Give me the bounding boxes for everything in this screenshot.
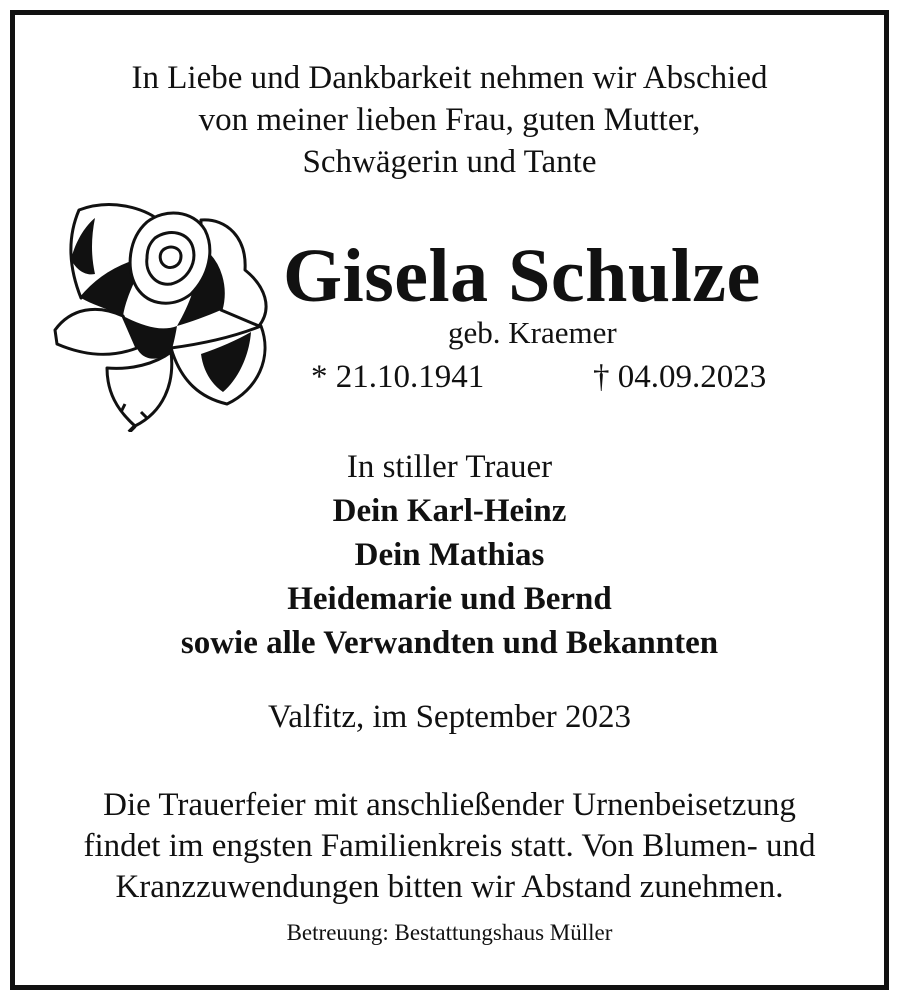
notice-line-2: findet im engsten Familienkreis statt. Von Blumen- und	[83, 828, 816, 864]
intro-line-2: von meiner lieben Frau, guten Mutter,	[198, 102, 701, 138]
death-date: † 04.09.2023	[593, 359, 767, 395]
mourner-name: Dein Mathias	[354, 537, 545, 573]
mourner-name: Dein Karl-Heinz	[332, 493, 567, 529]
intro-line-3: Schwägerin und Tante	[302, 144, 597, 180]
mourners-intro: In stiller Trauer	[346, 449, 553, 485]
rose-icon	[51, 198, 273, 432]
mourner-name: sowie alle Verwandten und Bekannten	[180, 625, 719, 661]
obituary-card	[10, 10, 889, 990]
mourners-block	[15, 445, 884, 665]
maiden-name: geb. Kraemer	[448, 315, 617, 350]
notice-line-1: Die Trauerfeier mit anschließender Urnenbeisetzung	[103, 787, 796, 823]
birth-date: * 21.10.1941	[311, 359, 485, 395]
notice-line-3: Kranzzuwendungen bitten wir Abstand zunehmen.	[115, 869, 784, 905]
intro-text	[15, 57, 884, 183]
place-date: Valfitz, im September 2023	[268, 699, 631, 735]
intro-line-1: In Liebe und Dankbarkeit nehmen wir Abschied	[131, 60, 768, 96]
funeral-home: Betreuung: Bestattungshaus Müller	[286, 920, 613, 945]
deceased-name: Gisela Schulze	[283, 234, 761, 318]
funeral-notice	[15, 785, 884, 908]
mourner-name: Heidemarie und Bernd	[287, 581, 612, 617]
